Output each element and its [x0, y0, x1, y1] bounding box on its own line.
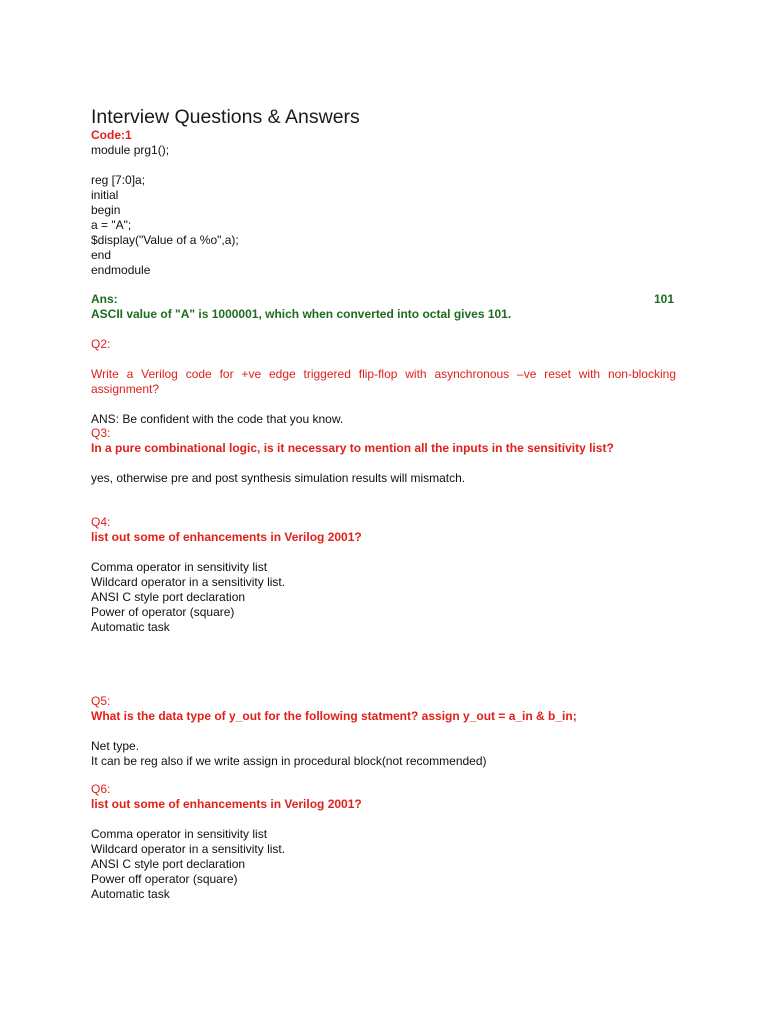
- question-6: [91, 782, 676, 902]
- code-line: endmodule: [91, 263, 151, 277]
- code-line: reg [7:0]a;: [91, 173, 146, 187]
- question-2: [91, 337, 676, 427]
- question-6-text: list out some of enhancements in Verilog 2001?: [91, 797, 362, 811]
- answer-1-value: 101: [653, 292, 674, 306]
- question-4-text: list out some of enhancements in Verilog 2001?: [91, 530, 362, 544]
- answer-6-item: ANSI C style port declaration: [91, 857, 246, 871]
- question-6-label: Q6:: [91, 782, 111, 796]
- question-5: [91, 694, 676, 769]
- question-1-label: Code:1: [91, 128, 132, 142]
- answer-1-explanation: ASCII value of "A" is 1000001, which when converted into octal gives 101.: [91, 307, 512, 321]
- answer-6-item: Comma operator in sensitivity list: [91, 827, 268, 841]
- answer-6-item: Automatic task: [91, 887, 170, 901]
- answer-3-text: yes, otherwise pre and post synthesis simulation results will mismatch.: [91, 471, 466, 485]
- answer-5-item: It can be reg also if we write assign in procedural block(not recommended): [91, 754, 487, 768]
- question-1: [91, 128, 676, 278]
- code-line: begin: [91, 203, 121, 217]
- document-title: Interview Questions & Answers: [91, 106, 360, 128]
- answer-6-item: Wildcard operator in a sensitivity list.: [91, 842, 286, 856]
- code-line: $display("Value of a %o",a);: [91, 233, 239, 247]
- question-3-label: Q3:: [91, 426, 111, 440]
- answer-4-item: Wildcard operator in a sensitivity list.: [91, 575, 286, 589]
- question-3-text: In a pure combinational logic, is it necessary to mention all the inputs in the sensitivity list?: [91, 441, 614, 455]
- question-4: [91, 515, 676, 635]
- answer-4-item: Comma operator in sensitivity list: [91, 560, 268, 574]
- question-2-text: Write a Verilog code for +ve edge triggered flip-flop with asynchronous –ve reset with non-blocking assignment?: [91, 367, 676, 396]
- code-line: a = "A";: [91, 218, 132, 232]
- answer-1-header: [91, 292, 676, 307]
- answer-1: [91, 292, 676, 322]
- question-3: [91, 426, 676, 486]
- question-4-label: Q4:: [91, 515, 111, 529]
- code-line: module prg1();: [91, 143, 170, 157]
- answer-6-item: Power off operator (square): [91, 872, 238, 886]
- answer-2-text: ANS: Be confident with the code that you know.: [91, 412, 344, 426]
- answer-4-item: ANSI C style port declaration: [91, 590, 246, 604]
- answer-4-item: Power of operator (square): [91, 605, 235, 619]
- code-line: initial: [91, 188, 119, 202]
- question-5-text: What is the data type of y_out for the following statment? assign y_out = a_in & b_in;: [91, 709, 577, 723]
- code-line: [91, 158, 676, 173]
- answer-4-item: Automatic task: [91, 620, 170, 634]
- code-line: end: [91, 248, 112, 262]
- question-2-label: Q2:: [91, 337, 111, 351]
- answer-1-label: Ans:: [91, 292, 118, 306]
- question-5-label: Q5:: [91, 694, 111, 708]
- answer-5-item: Net type.: [91, 739, 140, 753]
